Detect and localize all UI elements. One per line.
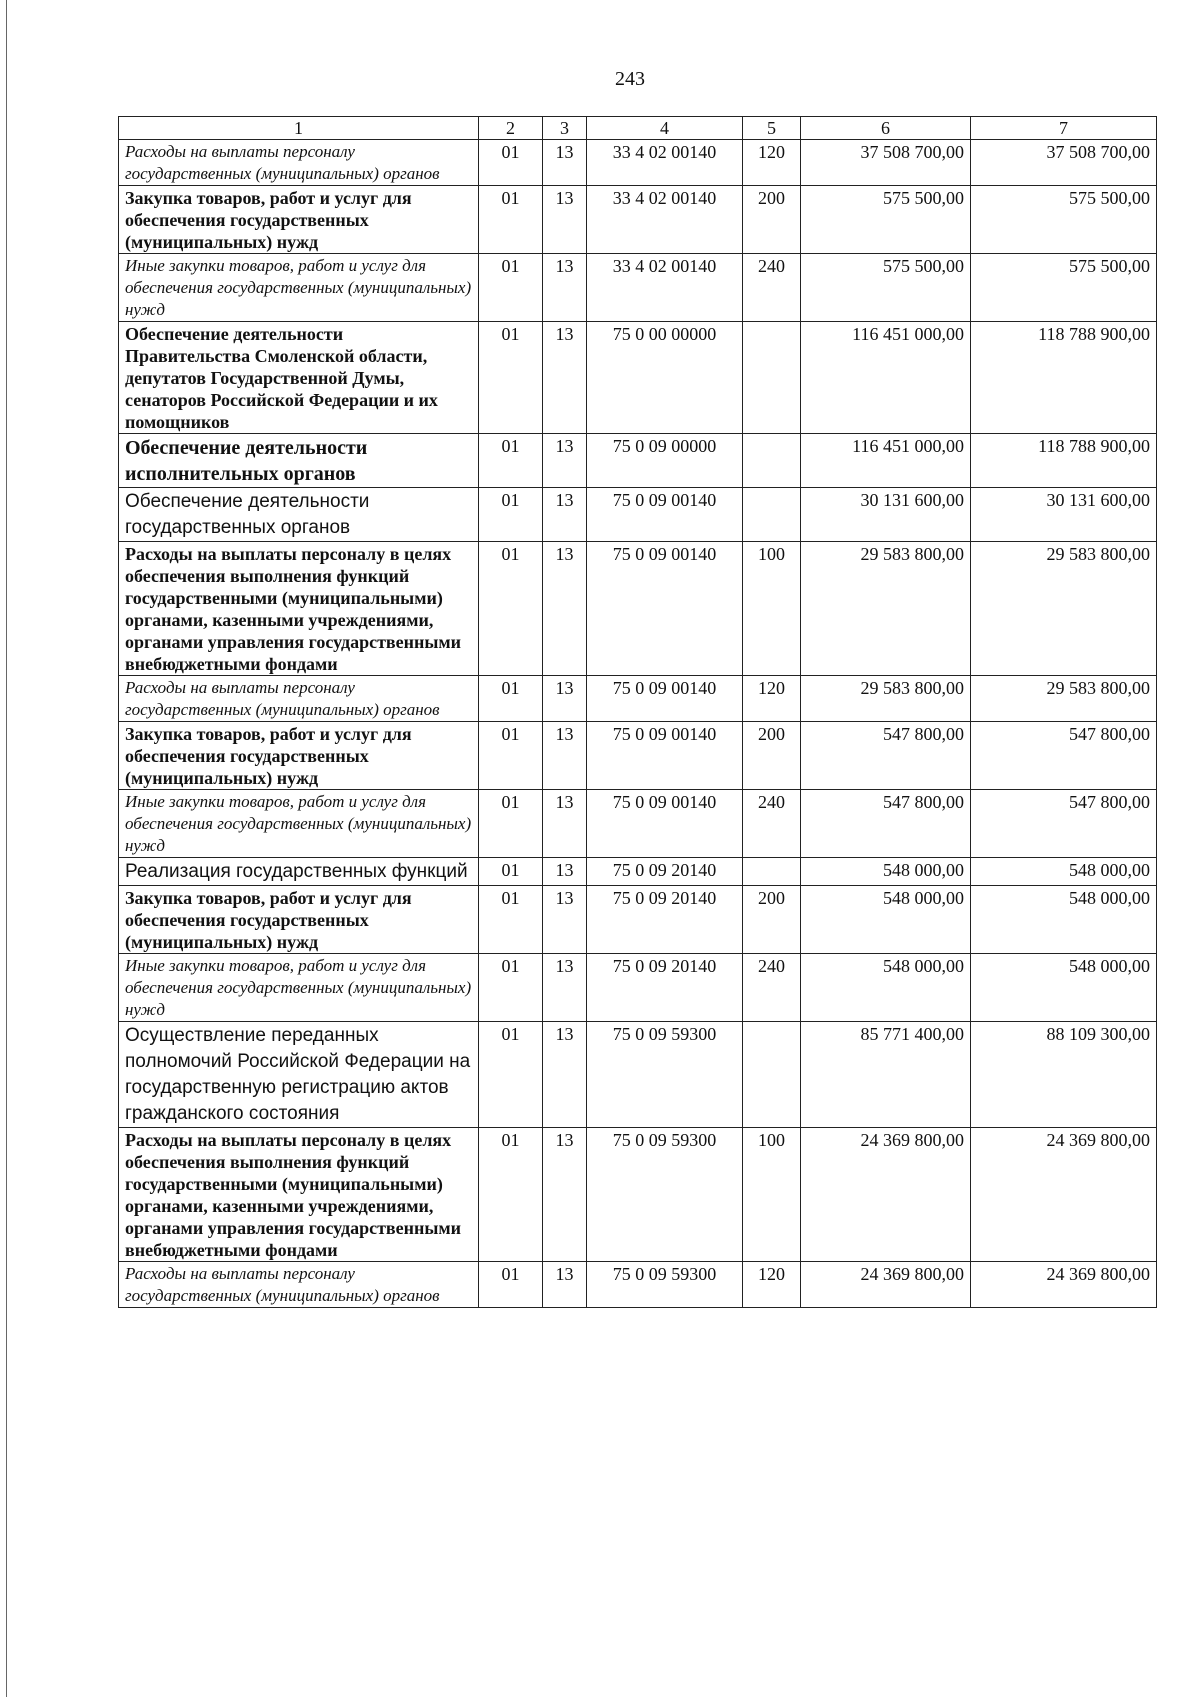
amount-year2-cell: 24 369 800,00 bbox=[971, 1262, 1157, 1308]
amount-year1-cell: 24 369 800,00 bbox=[801, 1262, 971, 1308]
target-article-cell: 75 0 09 20140 bbox=[587, 886, 743, 954]
section-cell: 01 bbox=[479, 434, 543, 488]
table-row bbox=[119, 886, 1157, 954]
amount-year1-cell: 116 451 000,00 bbox=[801, 434, 971, 488]
header-row bbox=[119, 117, 1157, 140]
name-cell: Расходы на выплаты персоналу государственных (муниципальных) органов bbox=[119, 1262, 479, 1308]
expense-type-cell: 200 bbox=[743, 722, 801, 790]
name-cell: Обеспечение деятельности исполнительных органов bbox=[119, 434, 479, 488]
target-article-cell: 75 0 09 59300 bbox=[587, 1128, 743, 1262]
section-cell: 01 bbox=[479, 488, 543, 542]
amount-year1-cell: 30 131 600,00 bbox=[801, 488, 971, 542]
expense-type-cell bbox=[743, 434, 801, 488]
amount-year2-cell: 575 500,00 bbox=[971, 254, 1157, 322]
amount-year1-cell: 85 771 400,00 bbox=[801, 1022, 971, 1128]
target-article-cell: 75 0 00 00000 bbox=[587, 322, 743, 434]
amount-year2-cell: 575 500,00 bbox=[971, 186, 1157, 254]
section-cell: 01 bbox=[479, 722, 543, 790]
subsection-cell: 13 bbox=[543, 1262, 587, 1308]
section-cell: 01 bbox=[479, 676, 543, 722]
subsection-cell: 13 bbox=[543, 322, 587, 434]
subsection-cell: 13 bbox=[543, 488, 587, 542]
table-row bbox=[119, 954, 1157, 1022]
amount-year1-cell: 575 500,00 bbox=[801, 254, 971, 322]
name-cell: Иные закупки товаров, работ и услуг для обеспечения государственных (муниципальных) нужд bbox=[119, 954, 479, 1022]
table-row bbox=[119, 1128, 1157, 1262]
expense-type-cell: 120 bbox=[743, 1262, 801, 1308]
name-cell: Расходы на выплаты персоналу государственных (муниципальных) органов bbox=[119, 140, 479, 186]
amount-year2-cell: 548 000,00 bbox=[971, 886, 1157, 954]
amount-year1-cell: 548 000,00 bbox=[801, 886, 971, 954]
expense-type-cell bbox=[743, 488, 801, 542]
name-cell: Обеспечение деятельности Правительства Смоленской области, депутатов Государственной Думы, сенаторов Российской Федерации и их помощников bbox=[119, 322, 479, 434]
name-cell: Реализация государственных функций bbox=[119, 858, 479, 886]
subsection-cell: 13 bbox=[543, 1128, 587, 1262]
subsection-cell: 13 bbox=[543, 676, 587, 722]
table-row bbox=[119, 322, 1157, 434]
amount-year1-cell: 29 583 800,00 bbox=[801, 542, 971, 676]
section-cell: 01 bbox=[479, 254, 543, 322]
amount-year1-cell: 37 508 700,00 bbox=[801, 140, 971, 186]
subsection-cell: 13 bbox=[543, 140, 587, 186]
name-cell: Расходы на выплаты персоналу в целях обеспечения выполнения функций государственными (муниципальными) органами, казенными учреждениями, органами управления государственными внебюджетными фондами bbox=[119, 1128, 479, 1262]
section-cell: 01 bbox=[479, 1128, 543, 1262]
amount-year1-cell: 547 800,00 bbox=[801, 722, 971, 790]
target-article-cell: 75 0 09 59300 bbox=[587, 1022, 743, 1128]
header-col-4: 4 bbox=[587, 117, 743, 140]
section-cell: 01 bbox=[479, 140, 543, 186]
subsection-cell: 13 bbox=[543, 858, 587, 886]
page-left-edge bbox=[6, 0, 7, 1697]
header-col-2: 2 bbox=[479, 117, 543, 140]
amount-year2-cell: 548 000,00 bbox=[971, 858, 1157, 886]
target-article-cell: 33 4 02 00140 bbox=[587, 254, 743, 322]
table-row bbox=[119, 1262, 1157, 1308]
subsection-cell: 13 bbox=[543, 886, 587, 954]
name-cell: Закупка товаров, работ и услуг для обеспечения государственных (муниципальных) нужд bbox=[119, 186, 479, 254]
target-article-cell: 75 0 09 20140 bbox=[587, 954, 743, 1022]
target-article-cell: 75 0 09 00140 bbox=[587, 722, 743, 790]
target-article-cell: 75 0 09 00000 bbox=[587, 434, 743, 488]
amount-year1-cell: 547 800,00 bbox=[801, 790, 971, 858]
target-article-cell: 33 4 02 00140 bbox=[587, 186, 743, 254]
subsection-cell: 13 bbox=[543, 186, 587, 254]
table-row bbox=[119, 254, 1157, 322]
amount-year2-cell: 30 131 600,00 bbox=[971, 488, 1157, 542]
header-col-3: 3 bbox=[543, 117, 587, 140]
table-row bbox=[119, 434, 1157, 488]
section-cell: 01 bbox=[479, 322, 543, 434]
section-cell: 01 bbox=[479, 542, 543, 676]
table-row bbox=[119, 186, 1157, 254]
amount-year2-cell: 29 583 800,00 bbox=[971, 676, 1157, 722]
table-body bbox=[119, 140, 1157, 1308]
section-cell: 01 bbox=[479, 790, 543, 858]
amount-year2-cell: 118 788 900,00 bbox=[971, 434, 1157, 488]
header-col-6: 6 bbox=[801, 117, 971, 140]
header-col-1: 1 bbox=[119, 117, 479, 140]
section-cell: 01 bbox=[479, 886, 543, 954]
table-row bbox=[119, 140, 1157, 186]
name-cell: Расходы на выплаты персоналу государственных (муниципальных) органов bbox=[119, 676, 479, 722]
expense-type-cell: 120 bbox=[743, 676, 801, 722]
header-col-7: 7 bbox=[971, 117, 1157, 140]
name-cell: Обеспечение деятельности государственных органов bbox=[119, 488, 479, 542]
section-cell: 01 bbox=[479, 1262, 543, 1308]
page-number: 243 bbox=[615, 68, 645, 90]
table-row bbox=[119, 488, 1157, 542]
expense-type-cell: 240 bbox=[743, 790, 801, 858]
subsection-cell: 13 bbox=[543, 254, 587, 322]
expense-type-cell: 240 bbox=[743, 954, 801, 1022]
expense-type-cell: 240 bbox=[743, 254, 801, 322]
amount-year1-cell: 24 369 800,00 bbox=[801, 1128, 971, 1262]
amount-year1-cell: 29 583 800,00 bbox=[801, 676, 971, 722]
name-cell: Закупка товаров, работ и услуг для обеспечения государственных (муниципальных) нужд bbox=[119, 886, 479, 954]
amount-year1-cell: 548 000,00 bbox=[801, 954, 971, 1022]
amount-year2-cell: 37 508 700,00 bbox=[971, 140, 1157, 186]
target-article-cell: 75 0 09 00140 bbox=[587, 676, 743, 722]
section-cell: 01 bbox=[479, 858, 543, 886]
table-row bbox=[119, 722, 1157, 790]
target-article-cell: 75 0 09 00140 bbox=[587, 790, 743, 858]
target-article-cell: 33 4 02 00140 bbox=[587, 140, 743, 186]
subsection-cell: 13 bbox=[543, 722, 587, 790]
name-cell: Закупка товаров, работ и услуг для обеспечения государственных (муниципальных) нужд bbox=[119, 722, 479, 790]
table-row bbox=[119, 858, 1157, 886]
expense-type-cell bbox=[743, 322, 801, 434]
subsection-cell: 13 bbox=[543, 434, 587, 488]
subsection-cell: 13 bbox=[543, 542, 587, 676]
name-cell: Иные закупки товаров, работ и услуг для обеспечения государственных (муниципальных) нужд bbox=[119, 790, 479, 858]
header-col-5: 5 bbox=[743, 117, 801, 140]
section-cell: 01 bbox=[479, 1022, 543, 1128]
amount-year2-cell: 547 800,00 bbox=[971, 790, 1157, 858]
subsection-cell: 13 bbox=[543, 1022, 587, 1128]
expense-type-cell: 100 bbox=[743, 542, 801, 676]
target-article-cell: 75 0 09 00140 bbox=[587, 542, 743, 676]
target-article-cell: 75 0 09 00140 bbox=[587, 488, 743, 542]
amount-year2-cell: 29 583 800,00 bbox=[971, 542, 1157, 676]
expense-type-cell: 100 bbox=[743, 1128, 801, 1262]
expense-type-cell: 200 bbox=[743, 886, 801, 954]
name-cell: Расходы на выплаты персоналу в целях обеспечения выполнения функций государственными (муниципальными) органами, казенными учреждениями, органами управления государственными внебюджетными фондами bbox=[119, 542, 479, 676]
amount-year2-cell: 24 369 800,00 bbox=[971, 1128, 1157, 1262]
subsection-cell: 13 bbox=[543, 954, 587, 1022]
table-row bbox=[119, 542, 1157, 676]
expense-type-cell: 120 bbox=[743, 140, 801, 186]
amount-year2-cell: 88 109 300,00 bbox=[971, 1022, 1157, 1128]
expense-type-cell bbox=[743, 1022, 801, 1128]
amount-year1-cell: 575 500,00 bbox=[801, 186, 971, 254]
budget-table bbox=[118, 116, 1157, 1308]
table-row bbox=[119, 790, 1157, 858]
target-article-cell: 75 0 09 59300 bbox=[587, 1262, 743, 1308]
amount-year1-cell: 116 451 000,00 bbox=[801, 322, 971, 434]
expense-type-cell bbox=[743, 858, 801, 886]
expense-type-cell: 200 bbox=[743, 186, 801, 254]
section-cell: 01 bbox=[479, 954, 543, 1022]
table-row bbox=[119, 1022, 1157, 1128]
section-cell: 01 bbox=[479, 186, 543, 254]
amount-year2-cell: 548 000,00 bbox=[971, 954, 1157, 1022]
subsection-cell: 13 bbox=[543, 790, 587, 858]
amount-year1-cell: 548 000,00 bbox=[801, 858, 971, 886]
name-cell: Иные закупки товаров, работ и услуг для обеспечения государственных (муниципальных) нужд bbox=[119, 254, 479, 322]
table-row bbox=[119, 676, 1157, 722]
name-cell: Осуществление переданных полномочий Российской Федерации на государственную регистрацию актов гражданского состояния bbox=[119, 1022, 479, 1128]
amount-year2-cell: 118 788 900,00 bbox=[971, 322, 1157, 434]
amount-year2-cell: 547 800,00 bbox=[971, 722, 1157, 790]
target-article-cell: 75 0 09 20140 bbox=[587, 858, 743, 886]
